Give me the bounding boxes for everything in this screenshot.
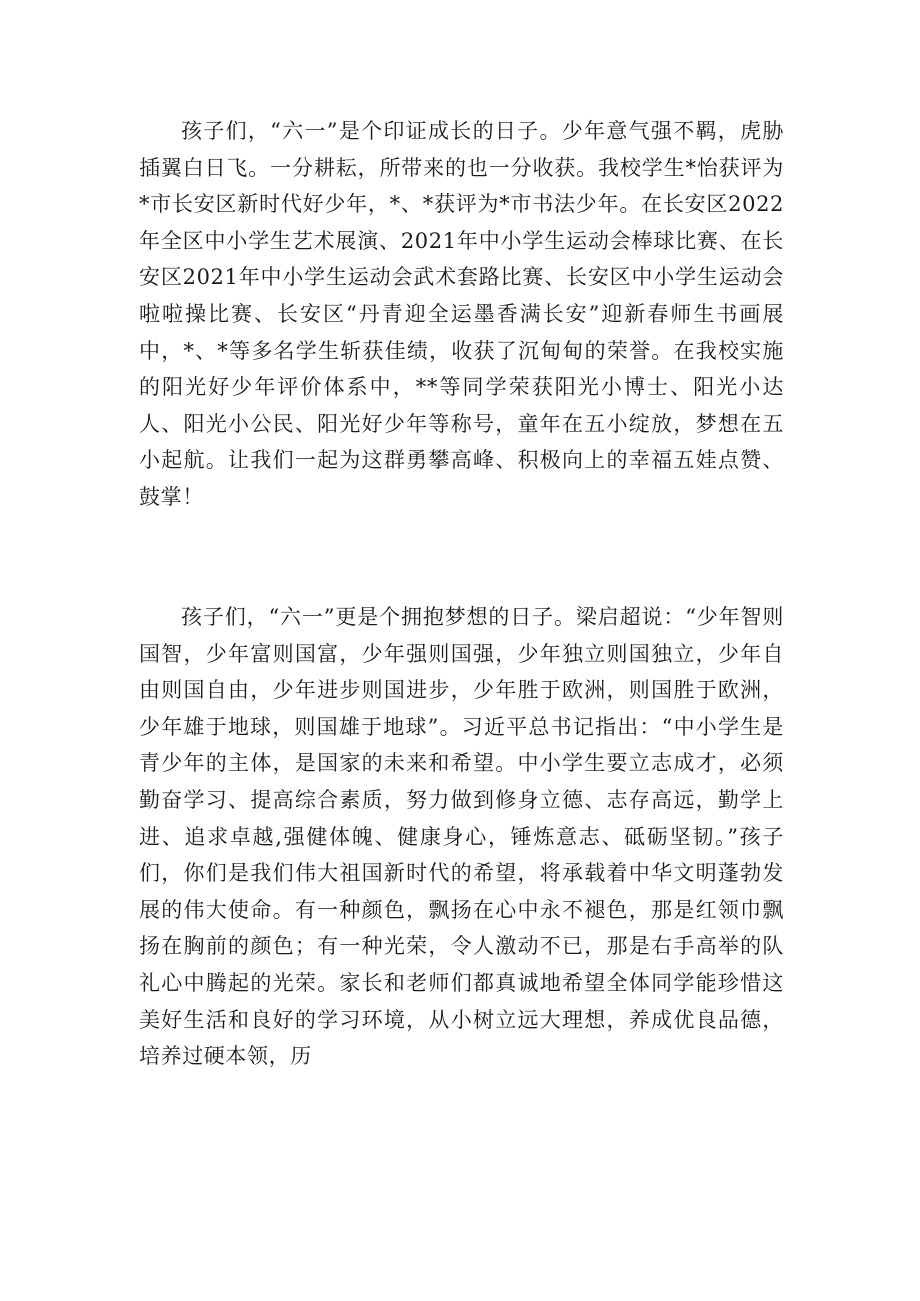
paragraph-dreams (139, 599, 784, 1075)
paragraph-text: 孩子们，“六一”更是个拥抱梦想的日子。梁启超说：“少年智则国智，少年富则国富，少年强则国强，少年独立则国独立，少年自由则国自由，少年进步则国进步，少年胜于欧洲，则国胜于欧洲，少年雄于地球，则国雄于地球”。习近平总书记指出：“中小学生是青少年的主体，是国家的未来和希望。中小学生要立志成才，必须勤奋学习、提高综合素质，努力做到修身立德、志存高远，勤学上进、追求卓越,强健体魄、健康身心，锤炼意志、砥砺坚韧。”孩子们，你们是我们伟大祖国新时代的希望，将承载着中华文明蓬勃发展的伟大使命。有一种颜色，飘扬在心中永不褪色，那是红领巾飘扬在胸前的颜色；有一种光荣，令人激动不已，那是右手高举的队礼心中腾起的光荣。家长和老师们都真诚地希望全体同学能珍惜这美好生活和良好的学习环境，从小树立远大理想，养成优良品德，培养过硬本领，历 (139, 605, 784, 1069)
paragraph-achievements (139, 113, 784, 516)
paragraph-text: 孩子们，“六一”是个印证成长的日子。少年意气强不羁，虎胁插翼白日飞。一分耕耘，所带来的也一分收获。我校学生*怡获评为*市长安区新时代好少年，*、*获评为*市书法少年。在长安区2022年全区中小学生艺术展演、2021年中小学生运动会棒球比赛、在长安区2021年中小学生运动会武术套路比赛、长安区中小学生运动会啦啦操比赛、长安区“丹青迎全运墨香满长安”迎新春师生书画展中，*、*等多名学生斩获佳绩，收获了沉甸甸的荣誉。在我校实施的阳光好少年评价体系中，**等同学荣获阳光小博士、阳光小达人、阳光小公民、阳光好少年等称号，童年在五小绽放，梦想在五小起航。让我们一起为这群勇攀高峰、积极向上的幸福五娃点赞、鼓掌！ (139, 119, 784, 509)
